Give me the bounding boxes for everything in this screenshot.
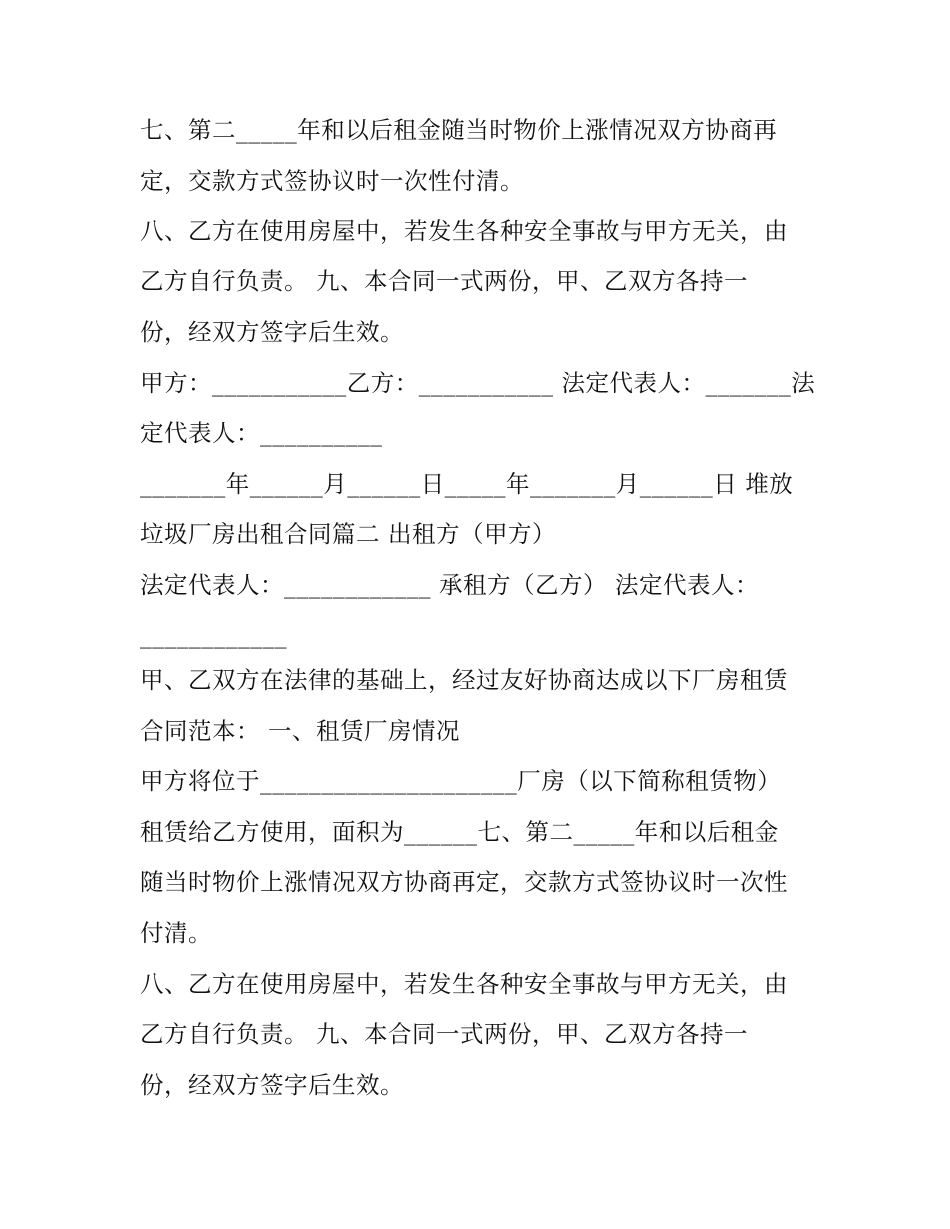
text-line: 份，经双方签字后生效。	[140, 1071, 404, 1099]
text-line: 租赁给乙方使用，面积为______七、第二_____年和以后租金	[140, 818, 779, 846]
text-line: 垃圾厂房出租合同篇二 出租方（甲方）	[140, 520, 556, 548]
text-line: 份，经双方签字后生效。	[140, 318, 404, 346]
text-line: 定，交款方式签协议时一次性付清。	[140, 167, 524, 195]
text-line: 乙方自行负责。 九、本合同一式两份，甲、乙双方各持一	[140, 1020, 748, 1048]
text-line: 法定代表人：____________ 承租方（乙方） 法定代表人：	[140, 571, 759, 599]
text-line: 七、第二_____年和以后租金随当时物价上涨情况双方协商再	[140, 116, 778, 144]
text-line: _______年______月______日_____年_______月______日 堆放	[140, 470, 794, 498]
text-line: 定代表人：__________	[140, 419, 383, 447]
text-line: 八、乙方在使用房屋中，若发生各种安全事故与甲方无关，由	[140, 217, 788, 245]
text-line: ____________	[140, 621, 287, 649]
text-line: 八、乙方在使用房屋中，若发生各种安全事故与甲方无关，由	[140, 970, 788, 998]
text-line: 甲、乙双方在法律的基础上，经过友好协商达成以下厂房租赁	[140, 666, 788, 694]
text-line: 乙方自行负责。 九、本合同一式两份，甲、乙双方各持一	[140, 267, 748, 295]
text-line: 甲方：___________乙方：___________ 法定代表人：_______法	[140, 369, 816, 397]
text-line: 合同范本： 一、租赁厂房情况	[140, 717, 460, 745]
text-line: 随当时物价上涨情况双方协商再定，交款方式签协议时一次性	[140, 868, 788, 896]
text-line: 付清。	[140, 919, 212, 947]
text-line: 甲方将位于_____________________厂房（以下简称租赁物）	[140, 767, 782, 795]
